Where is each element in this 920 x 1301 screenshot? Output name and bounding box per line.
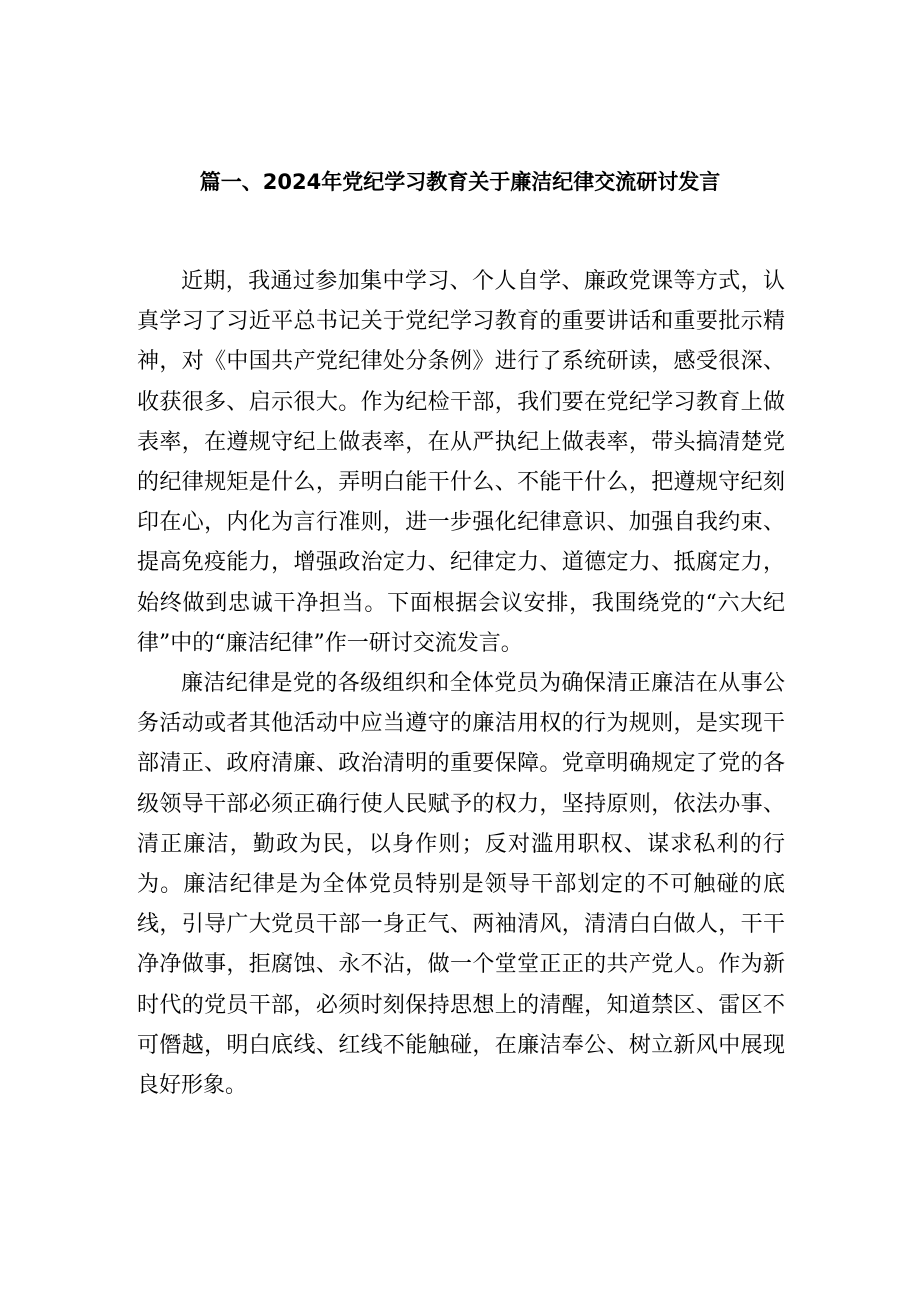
document-title: 篇一、2024年党纪学习教育关于廉洁纪律交流研讨发言 [199, 170, 721, 194]
paragraph-1: 近期，我通过参加集中学习、个人自学、廉政党课等方式，认真学习了习近平总书记关于党纪学习教育的重要讲话和重要批示精神，对《中国共产党纪律处分条例》进行了系统研读，感受很深、收获很多、启示很大。作为纪检干部，我们要在党纪学习教育上做表率，在遵规守纪上做表率，在从严执纪上做表率，带头搞清楚党的纪律规矩是什么，弄明白能干什么、不能干什么，把遵规守纪刻印在心，内化为言行准则，进一步强化纪律意识、加强自我约束、提高免疫能力，增强政治定力、纪律定力、道德定力、抵腐定力，始终做到忠诚干净担当。下面根据会议安排，我围绕党的“六大纪律”中的“廉洁纪律”作一研讨交流发言。 [137, 269, 785, 656]
document-body [137, 262, 785, 1106]
paragraph-2: 廉洁纪律是党的各级组织和全体党员为确保清正廉洁在从事公务活动或者其他活动中应当遵守的廉洁用权的行为规则，是实现干部清正、政府清廉、政治清明的重要保障。党章明确规定了党的各级领导干部必须正确行使人民赋予的权力，坚持原则，依法办事、清正廉洁，勤政为民，以身作则；反对滥用职权、谋求私利的行为。廉洁纪律是为全体党员特别是领导干部划定的不可触碰的底线，引导广大党员干部一身正气、两袖清风，清清白白做人，干干净净做事，拒腐蚀、永不沾，做一个堂堂正正的共产党人。作为新时代的党员干部，必须时刻保持思想上的清醒，知道禁区、雷区不可僭越，明白底线、红线不能触碰，在廉洁奉公、树立新风中展现良好形象。 [137, 671, 785, 1099]
